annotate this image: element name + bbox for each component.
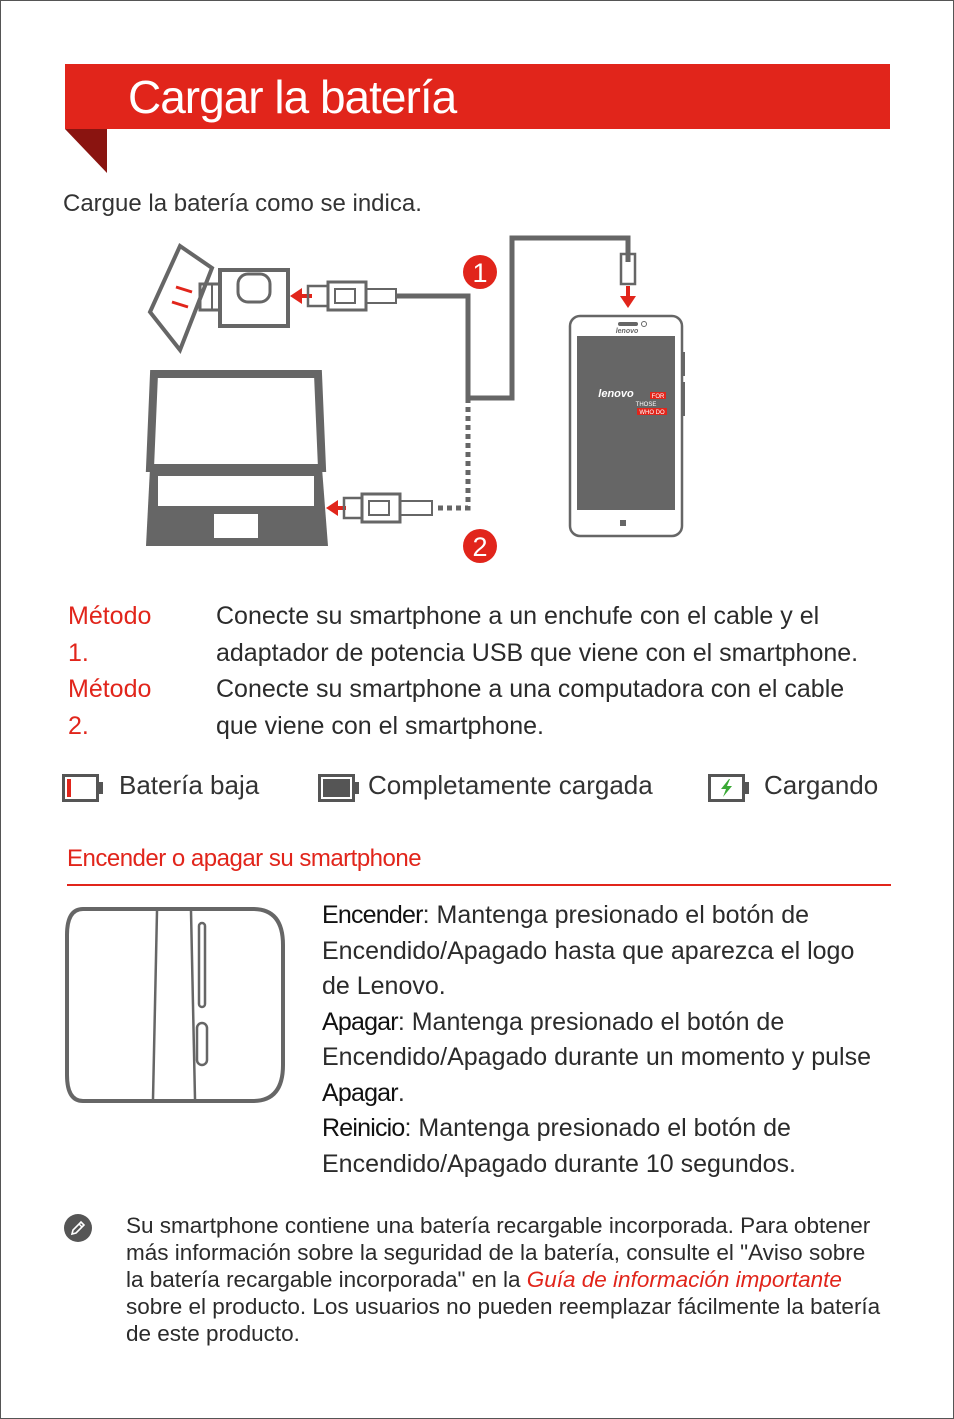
power-section-title: Encender o apagar su smartphone (67, 845, 422, 872)
method-1-line-2: adaptador de potencia USB que viene con el smartphone. (216, 639, 859, 667)
page-title: Cargar la batería (128, 70, 457, 123)
legend-battery-full-label: Completamente cargada (368, 770, 653, 800)
step-2-label: 2 (472, 532, 488, 562)
wall-socket-illustration (150, 246, 212, 350)
phone-brand-label: lenovo (615, 328, 639, 335)
method-2-label: Método 2. (68, 675, 152, 740)
battery-charging-icon (708, 774, 750, 802)
method-2-line-2: que viene con el smartphone. (216, 712, 544, 740)
screen-for: FOR (651, 394, 665, 400)
power-off-term: Apagar (322, 1007, 398, 1036)
pencil-icon (63, 1213, 93, 1243)
title-band (65, 64, 890, 129)
screen-logo: lenovo (598, 388, 634, 400)
power-off-end: . (397, 1078, 405, 1107)
method-2-text (216, 671, 896, 745)
battery-note (126, 1212, 886, 1347)
usb-plug-top (308, 282, 396, 310)
cable-to-laptop (434, 398, 468, 508)
important-info-guide-link[interactable]: Guía de información importante (526, 1267, 842, 1292)
title-band-fold (65, 129, 107, 173)
note-text-before: Su smartphone contiene una batería recargable incorporada. Para obtener más información sobre la seguridad de la batería, consulte el "Aviso sobre la batería recargable incorporada" en la (126, 1213, 871, 1292)
restart-term: Reinicio (322, 1114, 405, 1142)
micro-usb-connector (620, 254, 636, 308)
legend-battery-low-label: Batería baja (119, 770, 260, 800)
step-1-label: 1 (472, 258, 488, 288)
power-instructions (322, 898, 882, 1182)
note-text-after: sobre el producto. Los usuarios no pueden reemplazar fácilmente la batería de este producto. (126, 1294, 881, 1346)
legend-battery-charging-label: Cargando (764, 770, 879, 800)
power-off-text: : Mantenga presionado el botón de Encendido/Apagado durante un momento y pulse (322, 1007, 871, 1071)
intro-text: Cargue la batería como se indica. (63, 190, 422, 217)
method-1-line-1: Conecte su smartphone a un enchufe con el cable y el (216, 602, 820, 630)
battery-full-icon (318, 774, 360, 802)
power-adapter-illustration (200, 270, 288, 326)
phone-side-illustration (63, 905, 288, 1105)
method-2-line-1: Conecte su smartphone a una computadora con el cable (216, 675, 845, 703)
laptop-illustration (146, 374, 328, 546)
restart-text: : Mantenga presionado el botón de Encendido/Apagado durante 10 segundos. (322, 1114, 796, 1178)
method-1-label: Método 1. (68, 602, 152, 667)
power-on-text: : Mantenga presionado el botón de Encendido/Apagado hasta que aparezca el logo de Lenovo. (322, 901, 855, 1000)
usb-plug-bottom (344, 494, 432, 522)
smartphone-illustration (570, 316, 685, 536)
screen-who-do: WHO DO (639, 410, 665, 416)
screen-those: THOSE (635, 402, 657, 408)
section-divider (67, 884, 891, 886)
charging-diagram (140, 232, 700, 572)
battery-low-icon (62, 774, 104, 802)
power-off-action: Apagar (322, 1078, 398, 1107)
method-1-text (216, 598, 896, 672)
power-on-term: Encender (322, 901, 423, 929)
